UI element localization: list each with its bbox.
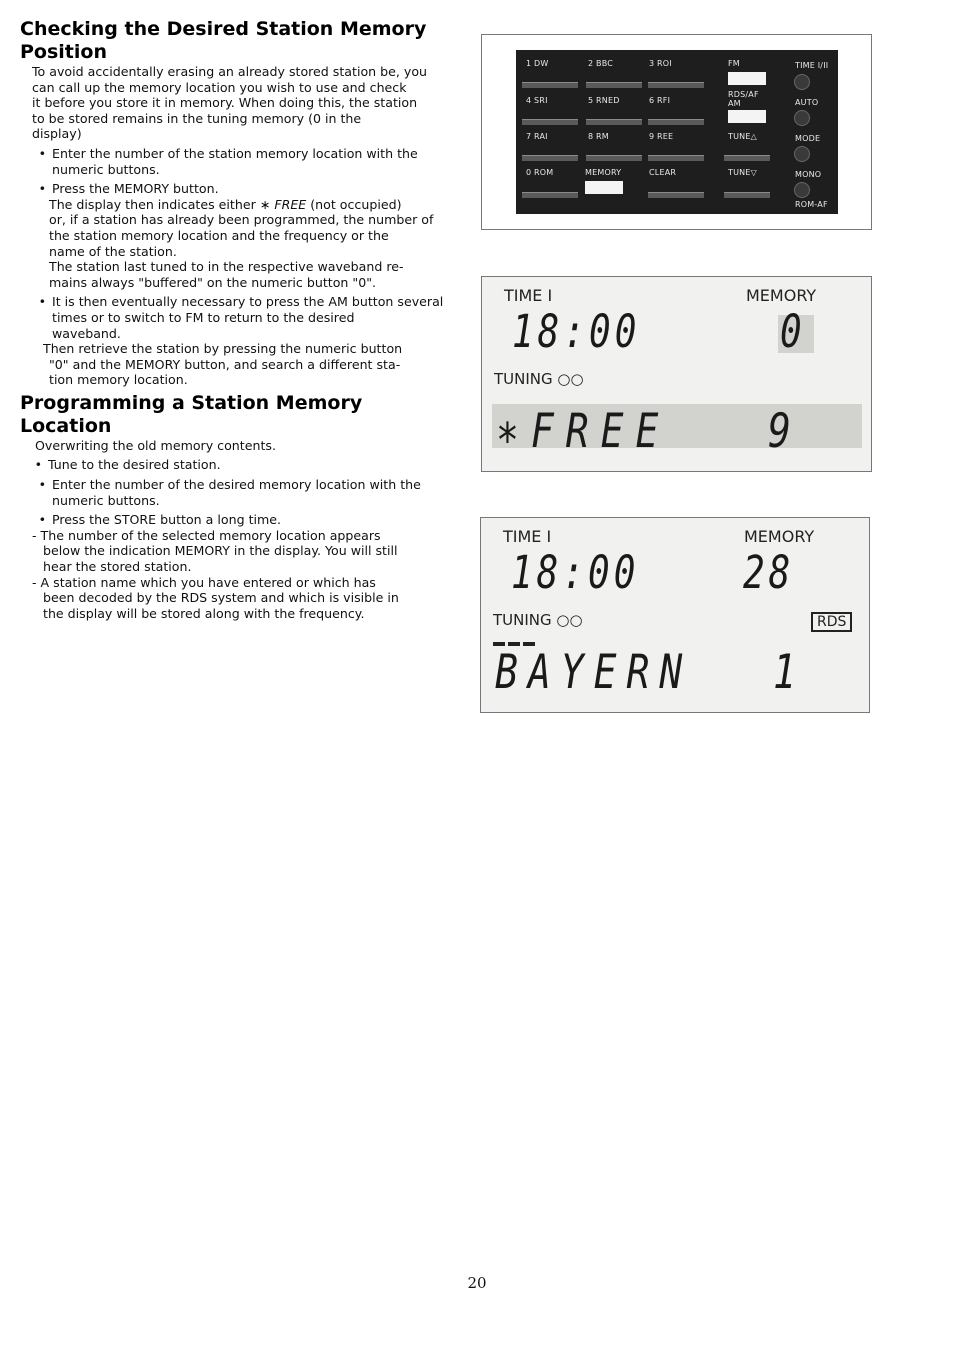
free-word: FREE [274, 196, 307, 212]
button-bar [724, 192, 770, 198]
memory-label: MEMORY [744, 527, 815, 546]
memory-explanation [20, 197, 452, 291]
line: - The number of the selected memory location appears [32, 527, 381, 543]
display-free-figure [481, 276, 872, 472]
bullet-enter-number [20, 146, 452, 177]
line: It is then eventually necessary to press the AM button several [52, 294, 444, 310]
bullet-dot: • [38, 145, 46, 161]
line: waveband. [52, 325, 121, 341]
memory-number: 28 [743, 548, 795, 600]
keypad-figure [481, 34, 872, 230]
station-name: BAYERN [495, 644, 693, 699]
key-tune-down: TUNE▽ [728, 168, 757, 177]
bullet-am-button [20, 294, 452, 341]
line: been decoded by the RDS system and which is visible in [43, 590, 399, 606]
line: hear the stored station. [43, 559, 192, 575]
text: The display then indicates either [49, 196, 256, 212]
bullet-dot: • [38, 294, 46, 310]
retrieve-paragraph [20, 341, 452, 388]
line: Enter the number of the station memory location with the [52, 145, 418, 161]
line: numeric buttons. [52, 492, 160, 508]
line: The display then indicates either ∗ FREE (not occupied) [49, 196, 402, 212]
clock-display: 18:00 [512, 307, 641, 359]
line: can call up the memory location you wish to use and check [32, 79, 407, 95]
heading-programming: Programming a Station Memory Location [20, 391, 363, 437]
line: The station last tuned to in the respective waveband re- [49, 259, 404, 275]
dash-station-name [20, 575, 452, 622]
free-text: ∗FREE [496, 403, 671, 458]
line: the display will be stored along with the frequency. [43, 605, 365, 621]
key-2-bbc: 2 BBC [588, 59, 614, 68]
button-bar [648, 119, 704, 125]
key-3-roi: 3 ROI [649, 59, 672, 68]
mode-knob [794, 146, 810, 162]
key-auto: AUTO [795, 98, 819, 107]
intro-overwriting: Overwriting the old memory contents. [35, 437, 276, 453]
key-time: TIME I/II [795, 61, 829, 70]
line: mains always "buffered" on the numeric button "0". [49, 274, 377, 290]
key-rds-am: RDS/AF AM [728, 90, 759, 108]
button-bar [648, 192, 704, 198]
button-bar [522, 192, 578, 198]
line: to be stored remains in the tuning memory (0 in the [32, 110, 362, 126]
key-1-dw: 1 DW [526, 59, 549, 68]
text: (not occupied) [310, 196, 402, 212]
tuning-bars [493, 631, 538, 635]
button-bar [522, 119, 578, 125]
bullet-dot: • [38, 181, 46, 197]
am-button [728, 110, 766, 123]
dash-memory-location [20, 528, 452, 575]
bullet-tune [20, 457, 452, 473]
line: Tune to the desired station. [48, 457, 221, 473]
page-number: 20 [467, 1274, 487, 1292]
bullet-store [20, 512, 452, 528]
memory-label: MEMORY [746, 286, 817, 305]
line: Press the STORE button a long time. [52, 512, 282, 528]
key-tune-up: TUNE△ [728, 132, 757, 141]
time-label: TIME I [504, 286, 553, 305]
button-bar [586, 82, 642, 88]
button-bar [648, 155, 704, 161]
button-bar [586, 119, 642, 125]
auto-knob [794, 110, 810, 126]
bullet-dot: • [34, 457, 42, 473]
line: times or to switch to FM to return to the desired [52, 309, 355, 325]
line: Then retrieve the station by pressing the numeric button [43, 341, 403, 357]
bullet-dot: • [38, 512, 46, 528]
line: To avoid accidentally erasing an already stored station be, you [32, 64, 428, 79]
line: the station memory location and the frequency or the [49, 227, 389, 243]
line: - A station name which you have entered or which has [32, 574, 376, 590]
button-bar [522, 155, 578, 161]
line: display) [32, 126, 82, 142]
key-6-rfi: 6 RFI [649, 96, 671, 105]
button-bar [724, 155, 770, 161]
mono-knob [794, 182, 810, 198]
fm-button [728, 72, 766, 85]
key-5-rned: 5 RNED [588, 96, 620, 105]
bullet-enter-location [20, 477, 452, 508]
keypad-panel [516, 50, 838, 214]
line: it before you store it in memory. When doing this, the station [32, 95, 418, 111]
line: name of the station. [49, 243, 177, 259]
key-8-rm: 8 RM [588, 132, 609, 141]
line: numeric buttons. [52, 161, 160, 177]
heading-checking: Checking the Desired Station Memory Position [20, 18, 427, 63]
text-right-digit: 1 [773, 644, 800, 699]
intro-paragraph [20, 64, 452, 142]
key-memory: MEMORY [585, 168, 622, 177]
line: tion memory location. [49, 372, 188, 388]
key-7-rai: 7 RAI [526, 132, 548, 141]
time-knob [794, 74, 810, 90]
line: Enter the number of the desired memory location with the [52, 477, 421, 493]
tuning-label: TUNING ○○ [493, 611, 583, 629]
line: "0" and the MEMORY button, and search a different sta- [49, 356, 401, 372]
button-bar [522, 82, 578, 88]
tuning-label: TUNING ○○ [494, 370, 584, 388]
line: or, if a station has already been programmed, the number of [49, 212, 434, 228]
line: below the indication MEMORY in the display. You will still [43, 543, 398, 559]
key-4-sri: 4 SRI [526, 96, 548, 105]
key-rom-af: ROM-AF [795, 200, 828, 209]
key-clear: CLEAR [649, 168, 677, 177]
key-mode: MODE [795, 134, 821, 143]
button-bar [586, 155, 642, 161]
text-column [20, 18, 452, 621]
display-bayern-figure [480, 517, 870, 713]
key-0-rom: 0 ROM [526, 168, 554, 177]
button-bar [648, 82, 704, 88]
text-right-digit: 9 [768, 403, 795, 458]
memory-number: 0 [780, 307, 806, 359]
bullet-press-memory [20, 181, 452, 197]
time-label: TIME I [503, 527, 552, 546]
key-mono: MONO [795, 170, 822, 179]
key-fm: FM [728, 59, 740, 68]
memory-button [585, 181, 623, 194]
key-9-ree: 9 REE [649, 132, 674, 141]
bullet-dot: • [38, 477, 46, 493]
line: Press the MEMORY button. [52, 181, 219, 197]
rds-indicator: RDS [811, 612, 852, 632]
clock-display: 18:00 [511, 548, 640, 600]
